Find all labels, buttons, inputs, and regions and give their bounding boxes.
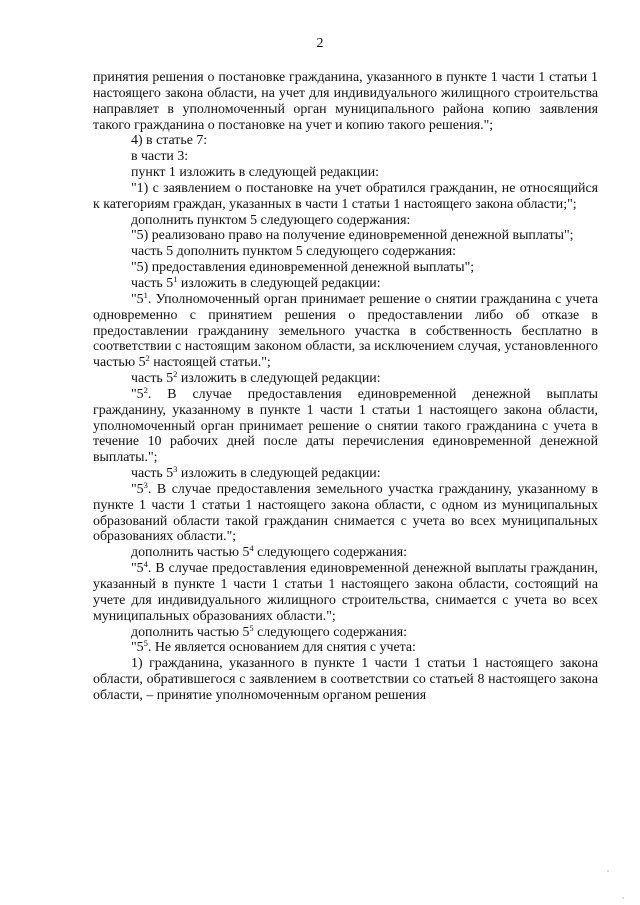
text-run: "5 [131,481,144,497]
paragraph [93,213,598,229]
superscript: 5 [249,622,254,633]
paragraph [93,273,598,292]
text-run: часть 5 дополнить пунктом 5 следующего содержания: [131,244,456,260]
text-run: . В случае предоставления единовременной денежной выплаты гражданин, указанный в пункте 1 части 1 статьи 1 настоящего закона области, состоящий на учете для индивидуального жилищного строительства, снимается с учета во всех муниципальных образованиях области."; [93,561,598,624]
text-run: часть 5 [131,466,174,482]
text-run: 1) гражданина, указанного в пункте 1 части 1 статьи 1 настоящего закона области, обратившегося с заявлением в соответствии со статьей 8 настоящего закона области, – принятие уполномоченным органом решения [93,656,598,703]
text-run: изложить в следующей редакции: [177,275,381,291]
text-run: настоящей статьи."; [149,355,271,371]
superscript: 3 [143,479,148,490]
text-run: "5) предоставления единовременной денежной выплаты"; [131,260,475,276]
text-run: пункт 1 изложить в следующей редакции: [131,165,380,181]
text-run: в части 3: [131,149,189,165]
document-body [93,70,598,704]
text-run: дополнить частью 5 [131,624,250,640]
paragraph [93,622,598,641]
text-run: часть 5 [131,371,174,387]
superscript: 5 [143,638,148,649]
paragraph [93,165,598,181]
paragraph [93,545,598,561]
scan-speck [607,870,609,872]
paragraph [93,181,598,213]
text-run: "1) с заявлением о постановке на учет обратился гражданин, не относящийся к категориям граждан, указанных в части 1 статьи 1 настоящего закона области;"; [93,180,598,212]
paragraph [93,384,598,466]
superscript: 3 [173,464,178,475]
superscript: 2 [145,353,150,364]
text-run: . В случае предоставления земельного участка гражданину, указанному в пункте 1 части 1 статьи 1 настоящего закона области, с одном из муниципальных образований области такой гражданин снимается с учета во всех муниципальных образованиях области."; [93,481,598,545]
text-run: 4) в статье 7: [131,133,208,149]
superscript: 4 [143,559,148,570]
paragraph [93,656,598,704]
page-number: 2 [316,36,324,51]
text-run: часть 5 [131,275,174,291]
paragraph [93,133,598,149]
superscript: 2 [173,369,178,380]
text-run: следующего содержания: [253,545,407,561]
text-run: принятия решения о постановке гражданина, указанного в пункте 1 части 1 статьи 1 настоящего закона области, на учет для индивидуального жилищного строительства направляет в уполномоченный орган муниципального района копию заявления такого гражданина о постановке на учет и копию такого решения."; [93,70,598,133]
paragraph [93,289,598,371]
text-run: изложить в следующей редакции: [177,371,381,387]
text-run: . В случае предоставления единовременной денежной выплаты гражданину, указанному в пункте 1 части 1 статьи 1 настоящего закона области, уполномоченный орган принимает решение о снятии такого гражданина с учета в течение 10 рабочих дней после даты перечисления единовременной денежной выплаты."; [93,386,598,466]
text-run: . Не является основанием для снятия с учета: [147,640,416,656]
text-run: дополнить пунктом 5 следующего содержания: [131,212,411,228]
superscript: 1 [143,289,148,300]
superscript: 2 [143,384,148,395]
text-run: . Уполномоченный орган принимает решение о снятии гражданина с учета одновременно с принятием решения о предоставлении либо об отказе в предоставлении гражданину земельного участка в собственность бесплатно в соответствии с настоящим законом области, за исключением случая, установленного частью 5 [93,291,598,371]
paragraph [93,640,598,656]
text-run: изложить в следующей редакции: [177,466,381,482]
scan-speck [622,897,624,899]
paragraph [93,228,598,244]
paragraph [93,466,598,482]
text-run: "5 [131,386,144,402]
text-run: "5 [131,291,144,307]
superscript: 1 [173,273,178,284]
paragraph [93,371,598,387]
paragraph [93,244,598,260]
text-run: "5 [131,640,144,656]
paragraph [93,149,598,165]
superscript: 4 [249,543,254,554]
text-run: следующего содержания: [253,624,407,640]
paragraph [93,479,598,545]
paragraph [93,260,598,276]
text-run: "5 [131,561,144,577]
paragraph [93,70,598,133]
text-run: "5) реализовано право на получение единовременной денежной выплаты"; [131,228,574,244]
text-run: дополнить частью 5 [131,545,250,561]
paragraph [93,561,598,624]
